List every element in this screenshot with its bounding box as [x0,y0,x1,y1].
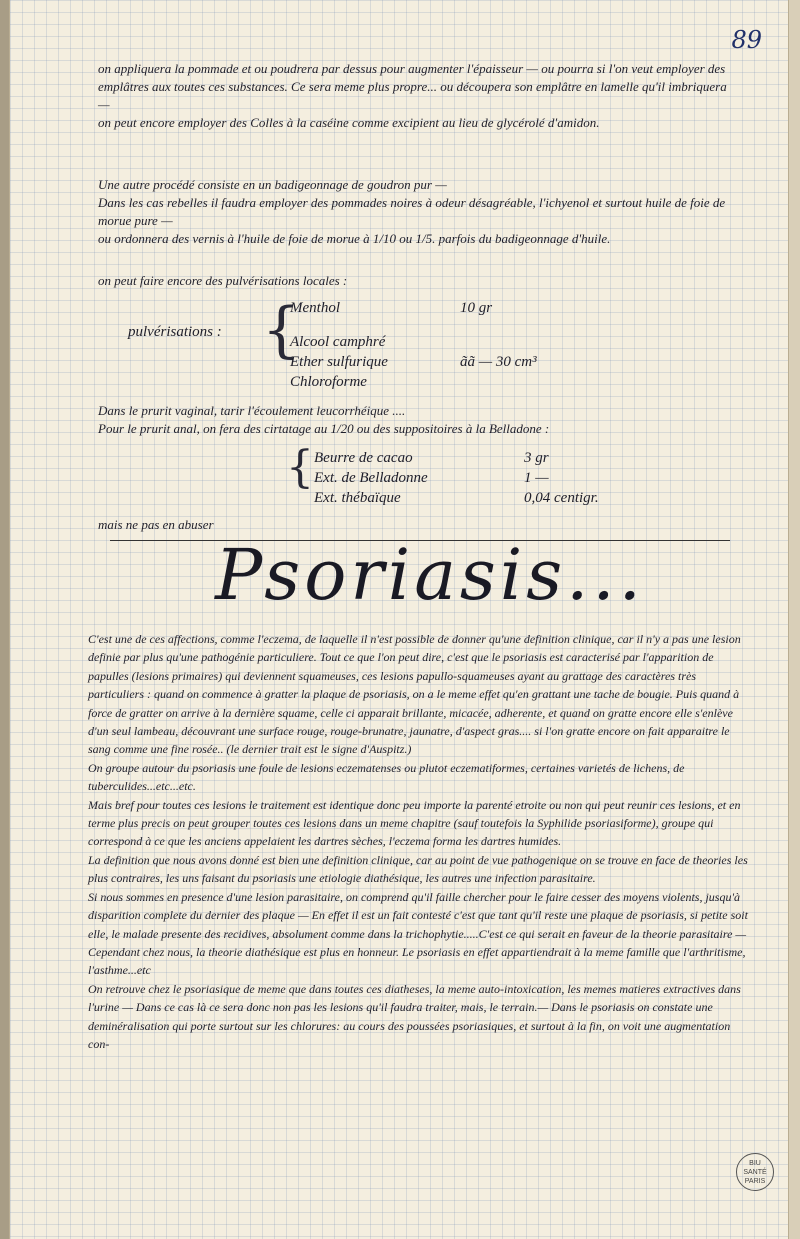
paragraph-prurit: Dans le prurit vaginal, tarir l'écoulement leucorrhéique .... Pour le prurit anal, on fera des cirtatage au 1/20 ou des suppositoires à la Belladone : [98,403,550,436]
paragraph-pulverisations-intro: on peut faire encore des pulvérisations locales : [98,273,348,288]
formula-item: Ether sulfurique [290,354,388,370]
formula-item: Menthol [290,300,340,316]
formula-item: Chloroforme [290,374,367,390]
formula-item: Alcool camphré [290,334,386,350]
brace-suppositoires: { [286,442,314,493]
formula-dose: 10 gr [460,300,493,316]
formula-item: Beurre de cacao [314,450,413,466]
suppositoire-formula [314,448,599,508]
brace-pulverisations: { [262,295,301,365]
paragraph-goudron: Une autre procédé consiste en un badigeonnage de goudron pur — Dans les cas rebelles il faudra employer des pommades noires à odeur désagréable, l'ichyenol et surtout huile de foie de morue pure — ou ordonnera des vernis à l'huile de foie de morue à 1/10 ou 1/5. parfois du badigeonnage d'huile. [98,177,726,246]
formula-row [290,372,537,392]
formula-dose: ãã — 30 cm³ [460,354,537,370]
notebook-binding [0,0,10,1239]
formula-row [290,298,537,318]
formula-dose: 0,04 centigr. [524,490,599,506]
library-stamp [736,1153,774,1191]
pulverisations-formula [290,298,537,392]
formula-item: Ext. thébaïque [314,490,401,506]
formula-item: Ext. de Belladonne [314,470,428,486]
pulverisations-label: pulvérisations : [128,324,222,340]
formula-row [314,448,599,468]
paragraph-psoriasis-body: C'est une de ces affections, comme l'eczema, de laquelle il n'est possible de donner qu'une definition clinique, car il n'y a pas une lesion definie par plus qu'une pathogénie particuliere. Tout ce que l'on peut dire, c'est que le psoriasis est caracterisé par l'apparition de papulles (lesions primaires) qui deviennent squameuses, ces lesions papullo-squameuses ayant au grattage des caractères très particuliers : quand on commence à gratter la plaque de psoriasis, on a le meme effet qu'en grattant une tache de bougie. Puis quand à force de gratter on arrive à la dernière squame, celle ci apparait brillante, micacée, adherente, et quand on gratte encore elle s'enlève d'un seul lambeau, découvrant une surface rouge, rouge-brunatre, jaunatre, d'aspect gras.... si l'on gratte encore on fait apparaitre le sang comme une fine rosée.. (le dernier trait est le signe d'Auspitz.) On groupe autour du psoriasis une foule de lesions eczematenses ou plutot eczematiformes, certaines varietés de lichens, de tuberculides...etc...etc. Mais bref pour toutes ces lesions le traitement est identique donc peu importe la parenté etroite ou non qui peut reunir ces lesions, et en terme plus precis on peut grouper toutes ces lesions dans un meme chapitre (sauf toutefois la Syphilide psoriasiforme), groupe qui correspond à ce que les anciens appelaient les dartres sèches, l'eczema forma les dartres humides. La definition que nous avons donné est bien une definition clinique, car au point de vue pathogenique on se trouve en face de theories les plus contraires, les uns faisant du psoriasis une etiologie diathésique, les autres une infection parasitaire. Si nous sommes en presence d'une lesion parasitaire, on comprend qu'il faille chercher pour le faire cesser des moyens violents, jusqu'à disparition complete du dernier des plaque — En effet il est un fait contesté c'est que tant qu'il reste une plaque de psoriasis, si petite soit elle, le malade presente des recidives, absolument comme dans la trichophytie.....C'est ce qui serait en faveur de la theorie parasitaire — Cependant chez nous, la theorie diathésique est plus en honneur. Le psoriasis en effet appartiendrait à la meme famille que l'arthritisme, l'asthme...etc On retrouve chez le psoriasique de meme que dans toutes ces diatheses, la meme auto-intoxication, les memes matieres extractives dans l'urine — Dans ce cas là ce sera donc non pas les lesions qu'il faudra traiter, mais, le terrain.— Dans le psoriasis on constate une deminéralisation qui porte surtout sur les chlorures: au cours des poussées psoriasiques, et surtout à la fin, on voit une augmentation con- [88,632,748,1051]
paragraph-abuser: mais ne pas en abuser [98,517,214,532]
formula-dose: 1 — [524,470,549,486]
formula-row [290,352,537,372]
paragraph-pommade: on appliquera la pommade et ou poudrera par dessus pour augmenter l'épaisseur — ou pourra si l'on veut employer des emplâtres aux toutes ces substances. Ce sera meme plus propre... ou découpera son emplâtre en lamelle qu'il imbriquera — on peut encore employer des Colles à la caséine comme excipient au lieu de glycérolé d'amidon. [98,61,727,130]
page-number: 89 [731,26,762,54]
stamp-text: BIU SANTÉ PARIS [743,1159,767,1185]
formula-row [290,332,537,352]
formula-row [314,468,599,488]
formula-row [314,488,599,508]
notebook-page [10,0,788,1239]
section-title: Psoriasis... [215,534,645,616]
formula-dose: 3 gr [524,450,549,466]
